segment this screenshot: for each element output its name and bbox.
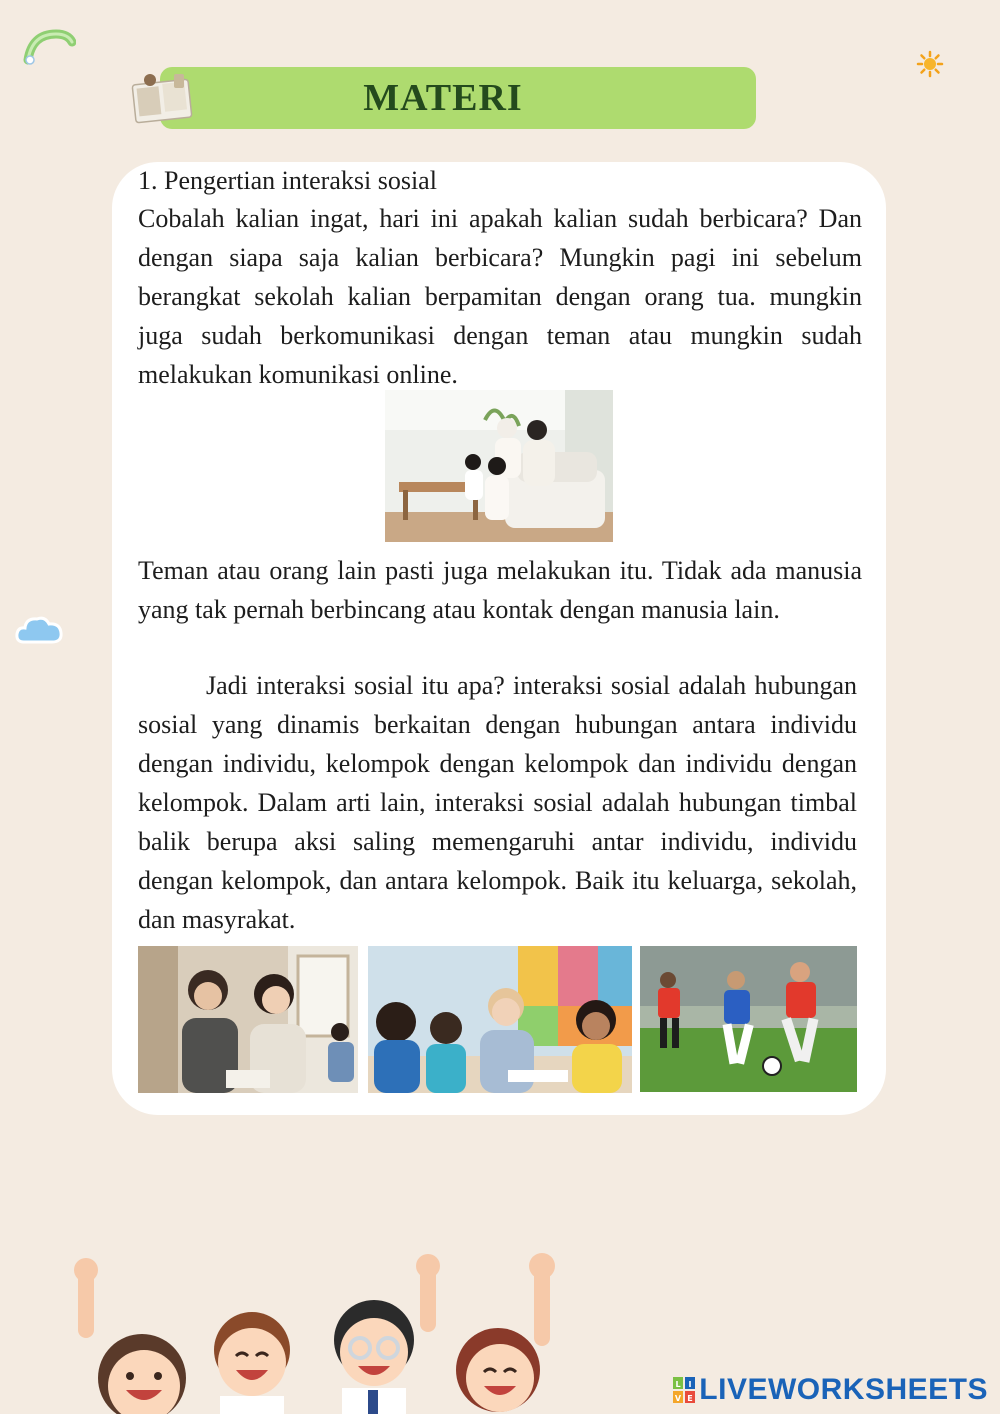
sun-icon <box>916 50 944 78</box>
svg-text:E: E <box>687 1394 694 1403</box>
rainbow-icon <box>22 26 76 66</box>
paragraph-others: Teman atau orang lain pasti juga melakukan itu. Tidak ada manusia yang tak pernah berbincang atau kontak dengan manusia lain. <box>138 556 862 624</box>
classroom-photo <box>368 946 632 1093</box>
liveworksheets-logo-icon <box>673 1377 695 1403</box>
kids-illustration <box>60 1240 600 1414</box>
family-conversation-photo <box>138 946 358 1093</box>
title-banner <box>160 67 756 129</box>
paragraph-intro: Cobalah kalian ingat, hari ini apakah kalian sudah berbicara? Dan dengan siapa saja kalian berbicara? Mungkin pagi ini sebelum berangkat sekolah kalian berpamitan dengan orang tua. mungkin juga sudah berkomunikasi dengan teman atau mungkin sudah melakukan komunikasi online. <box>138 204 862 389</box>
family-photo <box>385 390 613 542</box>
svg-text:V: V <box>675 1394 682 1403</box>
section-heading: 1. Pengertian interaksi sosial <box>138 166 437 195</box>
paragraph-definition-text: Jadi interaksi sosial itu apa? interaksi sosial adalah hubungan sosial yang dinamis berkaitan dengan hubungan antara individu dengan individu, kelompok dengan kelompok dan individu dengan kelompok. Dalam arti lain, interaksi sosial adalah hubungan timbal balik berupa aksi saling memengaruhi antar individu, individu dengan kelompok, dan antara kelompok. Baik itu keluarga, sekolah, dan masyrakat. <box>138 671 857 934</box>
page-title: MATERI <box>363 77 523 119</box>
svg-text:L: L <box>675 1380 681 1389</box>
brand-logo[interactable] <box>673 1372 988 1408</box>
brand-name: LIVEWORKSHEETS <box>699 1373 988 1406</box>
paragraph-definition <box>138 666 857 939</box>
svg-text:I: I <box>688 1380 692 1389</box>
soccer-photo <box>640 946 857 1092</box>
cloud-icon <box>14 612 64 648</box>
book-icon <box>128 70 196 126</box>
